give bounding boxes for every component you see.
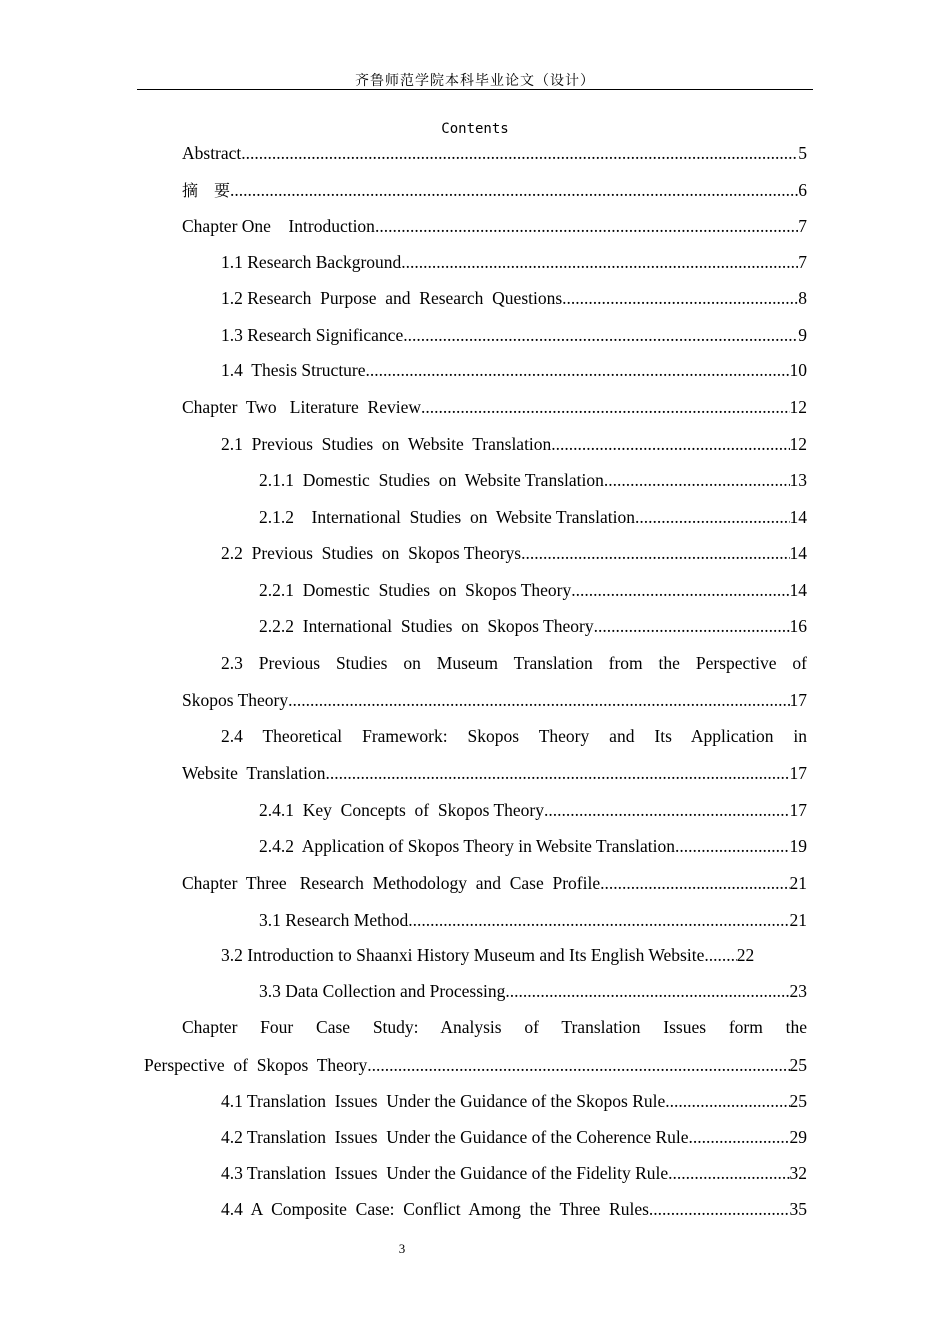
toc-entry-chinese-abstract[interactable] — [182, 178, 807, 202]
toc-entry-page: 17 — [789, 800, 807, 820]
toc-entry-text: 1.4 Thesis Structure — [221, 360, 366, 380]
toc-entry-2-4[interactable] — [182, 761, 807, 785]
toc-entry-page: 12 — [789, 434, 807, 454]
toc-entry-page: 7 — [798, 216, 807, 236]
leader-dots — [288, 688, 789, 712]
leader-dots — [562, 286, 798, 310]
leader-dots — [241, 141, 798, 165]
toc-entry-page: 17 — [789, 690, 807, 710]
toc-entry-2-4-1[interactable] — [259, 798, 807, 822]
toc-entry-4-4[interactable] — [221, 1197, 807, 1221]
toc-entry-1-1[interactable] — [221, 250, 807, 274]
toc-entry-text: Abstract — [182, 143, 242, 163]
toc-entry-page: 32 — [789, 1163, 807, 1183]
toc-entry-text: 3.3 Data Collection and Processing — [259, 981, 506, 1001]
toc-entry-chapter-two[interactable] — [182, 395, 807, 419]
leader-dots — [366, 358, 790, 382]
leader-dots — [403, 323, 798, 347]
leader-dots — [600, 871, 789, 895]
leader-dots — [505, 979, 789, 1003]
toc-title: Contents — [441, 121, 509, 137]
toc-entry-page: 12 — [789, 397, 807, 417]
toc-entry-text: 4.2 Translation Issues Under the Guidance of the Coherence Rule — [221, 1127, 689, 1147]
page-number: 3 — [398, 1241, 406, 1256]
toc-entry-page: 14 — [789, 507, 807, 527]
leader-dots — [594, 614, 790, 638]
toc-entry-2-2[interactable] — [221, 541, 807, 565]
toc-entry-2-2-2[interactable] — [259, 614, 807, 638]
toc-entry-page: 17 — [789, 763, 807, 783]
leader-dots — [551, 432, 789, 456]
toc-entry-1-3[interactable] — [221, 323, 807, 347]
toc-entry-text: 4.1 Translation Issues Under the Guidance of the Skopos Rule — [221, 1091, 666, 1111]
toc-entry-chapter-three[interactable] — [182, 871, 807, 895]
toc-entry-text: 摘 要 — [182, 181, 231, 200]
leader-dots — [571, 578, 789, 602]
toc-entry-text: 4.4 A Composite Case: Conflict Among the Three Rules — [221, 1199, 649, 1219]
toc-entry-text: Chapter One Introduction — [182, 216, 375, 236]
toc-entry-text: Skopos Theory — [182, 690, 289, 710]
leader-dots — [709, 943, 737, 967]
toc-entry-page: 14 — [789, 580, 807, 600]
toc-entry-page: 8 — [798, 288, 807, 308]
toc-entry-text: 2.4.2 Application of Skopos Theory in Website Translation — [259, 836, 675, 856]
toc-entry-text: Chapter Three Research Methodology and Case Profile — [182, 873, 601, 893]
toc-entry-2-4-2[interactable] — [259, 834, 807, 858]
toc-entry-3-3[interactable] — [259, 979, 807, 1003]
leader-dots — [375, 214, 798, 238]
leader-dots — [649, 1197, 790, 1221]
toc-entry-3-1[interactable] — [259, 908, 807, 932]
toc-entry-1-4[interactable] — [221, 358, 807, 382]
toc-entry-4-1[interactable] — [221, 1089, 807, 1113]
toc-entry-text: 2.1 Previous Studies on Website Translation — [221, 434, 552, 454]
toc-entry-page: 14 — [789, 543, 807, 563]
toc-entry-page: 6 — [798, 180, 807, 200]
toc-entry-page: 10 — [789, 360, 807, 380]
toc-entry-page: 13 — [789, 470, 807, 490]
toc-entry-page: 25 — [789, 1055, 807, 1075]
toc-entry-text: Website Translation — [182, 763, 326, 783]
toc-entry-text: 2.2.2 International Studies on Skopos Theory — [259, 616, 594, 636]
leader-dots — [521, 541, 789, 565]
toc-entry-text: Chapter Two Literature Review — [182, 397, 422, 417]
toc-entry-text: 1.1 Research Background — [221, 252, 402, 272]
toc-entry-abstract[interactable] — [182, 141, 807, 165]
toc-entry-2-1[interactable] — [221, 432, 807, 456]
toc-entry-text: 3.1 Research Method — [259, 910, 409, 930]
toc-entry-2-1-2[interactable] — [259, 505, 807, 529]
toc-entry-text: Perspective of Skopos Theory — [144, 1055, 368, 1075]
toc-entry-page: 21 — [789, 873, 807, 893]
toc-entry-text: 2.1.1 Domestic Studies on Website Translation — [259, 470, 604, 490]
toc-entry-2-1-1[interactable] — [259, 468, 807, 492]
leader-dots — [544, 798, 790, 822]
toc-entry-page: 19 — [789, 836, 807, 856]
toc-entry-chapter-four[interactable] — [144, 1053, 807, 1077]
toc-entry-page: 21 — [789, 910, 807, 930]
leader-dots — [367, 1053, 789, 1077]
toc-entry-4-3[interactable] — [221, 1161, 807, 1185]
toc-entry-text: 2.2 Previous Studies on Skopos Theorys — [221, 543, 522, 563]
toc-entry-page: 23 — [789, 981, 807, 1001]
toc-entry-page: 7 — [798, 252, 807, 272]
running-header: 齐鲁师范学院本科毕业论文（设计） — [355, 73, 595, 89]
leader-dots — [401, 250, 798, 274]
toc-entry-2-2-1[interactable] — [259, 578, 807, 602]
leader-dots — [325, 761, 789, 785]
toc-entry-1-2[interactable] — [221, 286, 807, 310]
toc-entry-page: 35 — [789, 1199, 807, 1219]
leader-dots — [689, 1125, 790, 1149]
toc-entry-page: 16 — [789, 616, 807, 636]
leader-dots — [675, 834, 790, 858]
toc-entry-text: 2.1.2 International Studies on Website Translation — [259, 507, 635, 527]
header-divider — [137, 89, 813, 90]
leader-dots — [421, 395, 789, 419]
toc-entry-page: 22 — [736, 945, 755, 965]
leader-dots — [665, 1089, 789, 1113]
toc-entry-page: 29 — [789, 1127, 807, 1147]
toc-entry-text: 1.3 Research Significance — [221, 325, 404, 345]
toc-entry-text: 3.2 Introduction to Shaanxi History Museum and Its English Website. — [221, 945, 709, 965]
toc-entry-text: 4.3 Translation Issues Under the Guidance of the Fidelity Rule — [221, 1163, 669, 1183]
toc-entry-2-3[interactable] — [182, 688, 807, 712]
leader-dots — [408, 908, 789, 932]
toc-entry-text: 2.4.1 Key Concepts of Skopos Theory — [259, 800, 544, 820]
toc-entry-text: 2.2.1 Domestic Studies on Skopos Theory — [259, 580, 572, 600]
toc-entry-4-2[interactable] — [221, 1125, 807, 1149]
leader-dots — [604, 468, 790, 492]
leader-dots — [635, 505, 790, 529]
toc-entry-2-3-line1[interactable]: 2.3 Previous Studies on Museum Translation from the Perspective of — [221, 653, 807, 673]
toc-entry-page: 25 — [789, 1091, 807, 1111]
leader-dots — [668, 1161, 789, 1185]
toc-entry-page: 5 — [798, 143, 807, 163]
leader-dots — [230, 178, 798, 202]
toc-entry-page: 9 — [798, 325, 807, 345]
toc-entry-chapter-one[interactable] — [182, 214, 807, 238]
toc-entry-2-4-line1[interactable]: 2.4 Theoretical Framework: Skopos Theory and Its Application in — [221, 726, 807, 746]
toc-entry-text: 1.2 Research Purpose and Research Questions — [221, 288, 563, 308]
toc-entry-3-2[interactable] — [221, 943, 807, 967]
toc-entry-chapter-four-line1[interactable]: Chapter Four Case Study: Analysis of Translation Issues form the — [182, 1017, 807, 1037]
